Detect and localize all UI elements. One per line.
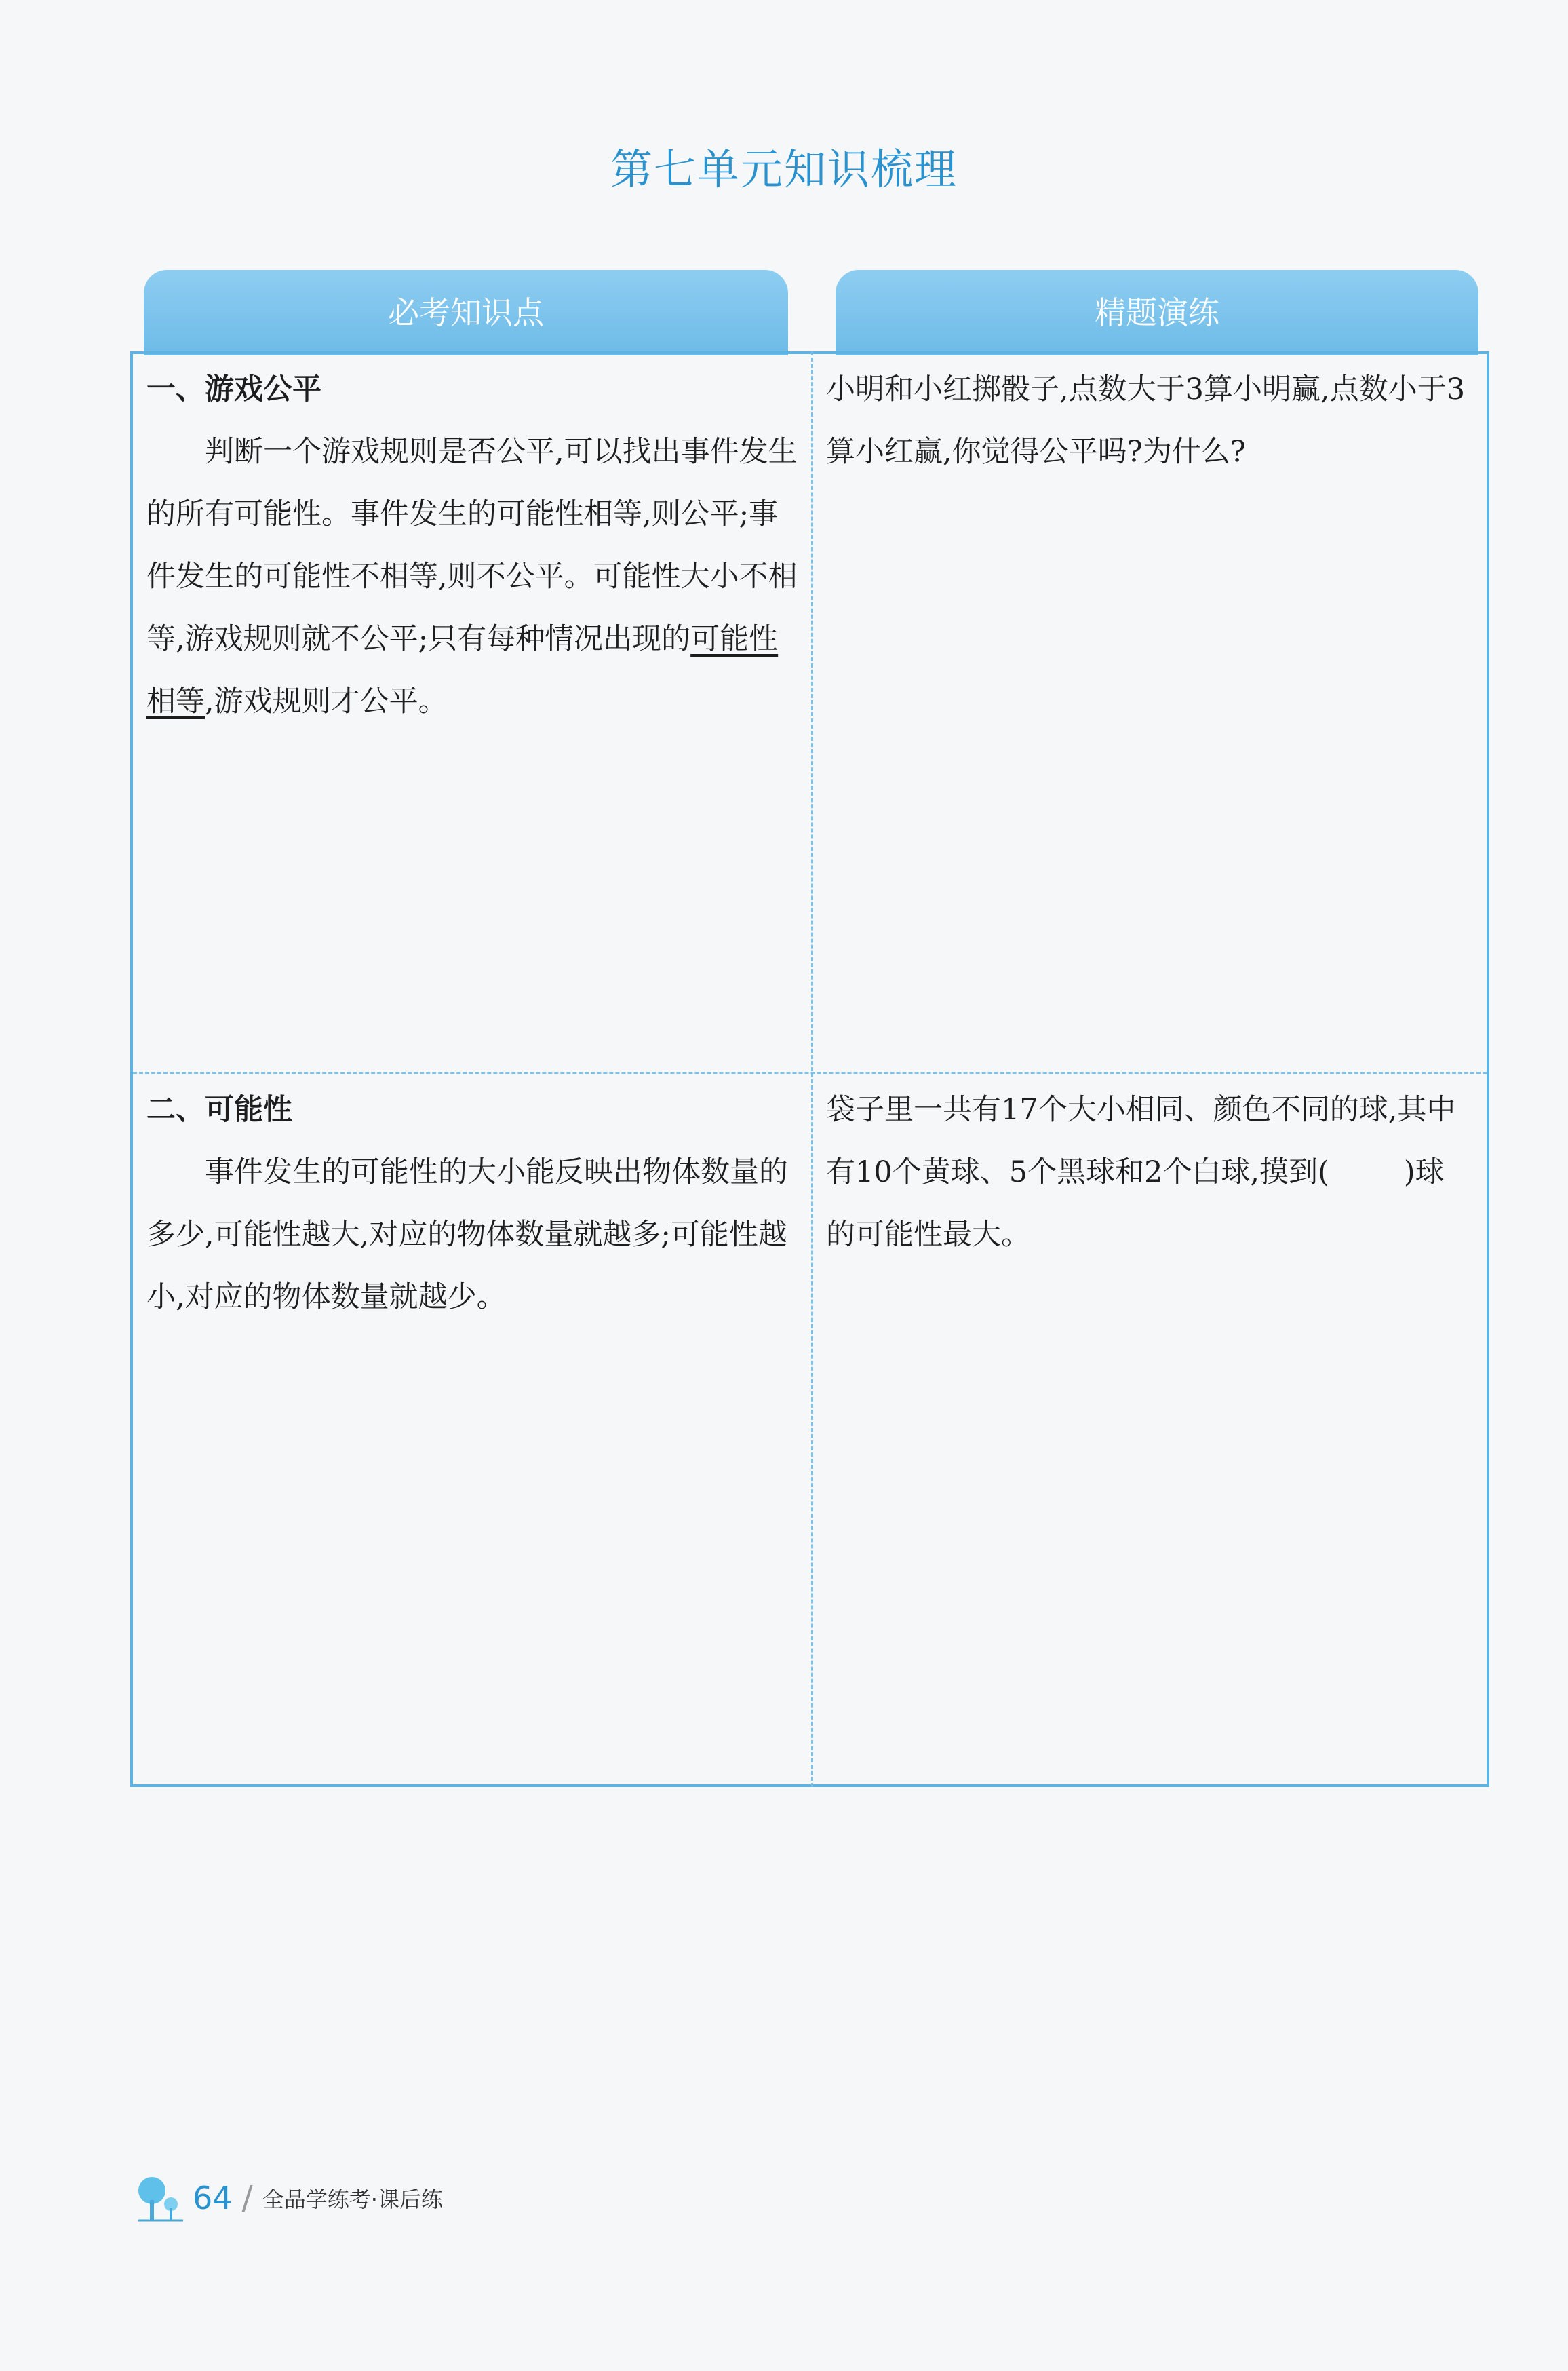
- column-divider: [811, 351, 813, 1787]
- knowledge-body: 判断一个游戏规则是否公平,可以找出事件发生的所有可能性。事件发生的可能性相等,则公平;事件发生的可能性不相等,则不公平。可能性大小不相等,游戏规则就不公平;只有每种情况出现的可能性相等,游戏规则才公平。: [146, 435, 798, 718]
- question-text: 小明和小红掷骰子,点数大于3算小明赢,点数小于3算小红赢,你觉得公平吗?为什么?: [826, 372, 1466, 469]
- knowledge-item-possibility: [146, 1079, 798, 1328]
- knowledge-body: 事件发生的可能性的大小能反映出物体数量的多少,可能性越大,对应的物体数量就越多;可能性越小,对应的物体数量就越少。: [146, 1155, 788, 1314]
- section-heading: 一、游戏公平: [146, 372, 321, 406]
- book-title: 全品学练考·课后练: [262, 2186, 443, 2212]
- question-text: 袋子里一共有17个大小相同、颜色不同的球,其中有10个黄球、5个黑球和2个白球,摸到( )球的可能性最大。: [826, 1093, 1456, 1252]
- practice-question-1: [826, 358, 1472, 483]
- row-divider: [133, 1072, 1487, 1074]
- page-title: 第七单元知识梳理: [610, 144, 958, 194]
- underlined-term: 可能性相等: [146, 622, 779, 718]
- tree-icon: [129, 2167, 190, 2229]
- page-number: 64: [193, 2180, 233, 2216]
- page-footer: [129, 2164, 443, 2232]
- tab-key-points: 必考知识点: [144, 270, 788, 355]
- practice-question-2: [826, 1079, 1472, 1266]
- knowledge-item-fair-game: [146, 358, 798, 733]
- section-heading: 二、可能性: [146, 1093, 292, 1127]
- tab-practice: 精题演练: [836, 270, 1478, 355]
- footer-separator: /: [241, 2179, 253, 2217]
